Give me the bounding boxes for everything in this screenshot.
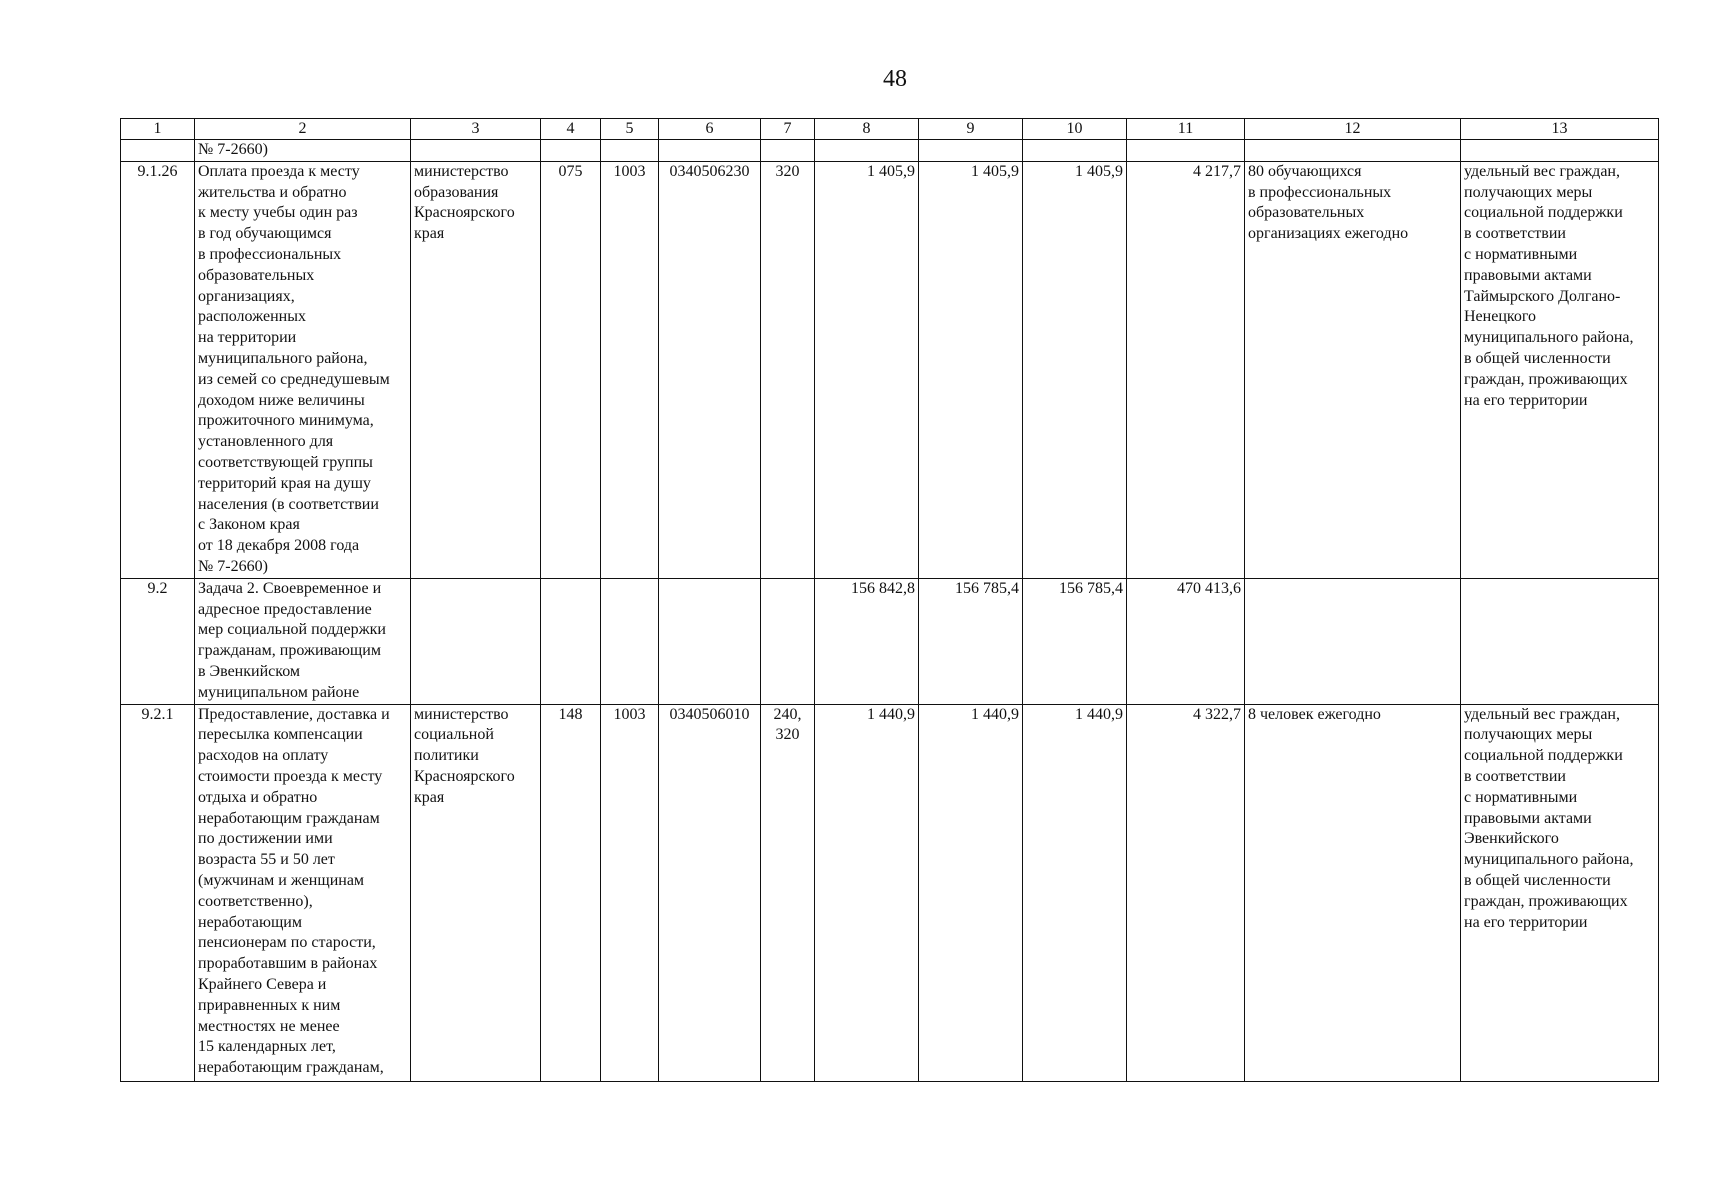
cell-amount: 156 842,8 (815, 578, 919, 704)
cell-item-number: 9.1.26 (121, 161, 195, 578)
cell-result (1245, 578, 1461, 704)
col-header: 5 (601, 119, 659, 140)
cell-indicator (1461, 140, 1659, 162)
cell-section (601, 140, 659, 162)
col-header: 4 (541, 119, 601, 140)
cell-item-number: 9.2.1 (121, 704, 195, 1081)
cell-description: Предоставление, доставка и пересылка компенсации расходов на оплату стоимости проезда к месту отдыха и обратно неработающим гражданам по достижении ими возраста 55 и 50 лет (мужчинам и женщинам соответственно), неработающим пенсионерам по старости, проработавшим в районах Крайнего Севера и приравненных к ним местностях не менее 15 календарных лет, неработающим гражданам, (195, 704, 411, 1081)
cell-target-item (659, 140, 761, 162)
cell-amount: 1 405,9 (1023, 161, 1127, 578)
cell-amount: 1 405,9 (815, 161, 919, 578)
cell-section: 1003 (601, 161, 659, 578)
page-number: 48 (883, 66, 907, 92)
cell-total: 4 322,7 (1127, 704, 1245, 1081)
cell-agency: министерство социальной политики Красноярского края (411, 704, 541, 1081)
cell-code: 148 (541, 704, 601, 1081)
cell-result: 80 обучающихся в профессиональных образовательных организациях ежегодно (1245, 161, 1461, 578)
col-header: 7 (761, 119, 815, 140)
cell-expense-type: 320 (761, 161, 815, 578)
cell-result: 8 человек ежегодно (1245, 704, 1461, 1081)
table-row (121, 704, 1659, 1081)
cell-code (541, 140, 601, 162)
cell-target-item: 0340506230 (659, 161, 761, 578)
cell-amount: 1 440,9 (1023, 704, 1127, 1081)
col-header: 8 (815, 119, 919, 140)
cell-code: 075 (541, 161, 601, 578)
cell-expense-type: 240, 320 (761, 704, 815, 1081)
cell-description: № 7-2660) (195, 140, 411, 162)
cell-amount: 1 440,9 (919, 704, 1023, 1081)
col-header: 9 (919, 119, 1023, 140)
column-number-row (121, 119, 1659, 140)
cell-amount (815, 140, 919, 162)
cell-target-item: 0340506010 (659, 704, 761, 1081)
cell-agency (411, 140, 541, 162)
col-header: 3 (411, 119, 541, 140)
cell-indicator: удельный вес граждан, получающих меры социальной поддержки в соответствии с нормативными правовыми актами Эвенкийского муниципального района, в общей численности граждан, проживающих на его территории (1461, 704, 1659, 1081)
cell-total: 470 413,6 (1127, 578, 1245, 704)
cell-description: Оплата проезда к месту жительства и обратно к месту учебы один раз в год обучающимся в профессиональных образовательных организациях, расположенных на территории муниципального района, из семей со среднедушевым доходом ниже величины прожиточного минимума, установленного для соответствующей группы территорий края на душу населения (в соответствии с Законом края от 18 декабря 2008 года № 7-2660) (195, 161, 411, 578)
cell-total (1127, 140, 1245, 162)
cell-description: Задача 2. Своевременное и адресное предоставление мер социальной поддержки гражданам, проживающим в Эвенкийском муниципальном районе (195, 578, 411, 704)
col-header: 2 (195, 119, 411, 140)
col-header: 13 (1461, 119, 1659, 140)
col-header: 11 (1127, 119, 1245, 140)
col-header: 10 (1023, 119, 1127, 140)
cell-agency (411, 578, 541, 704)
cell-total: 4 217,7 (1127, 161, 1245, 578)
col-header: 6 (659, 119, 761, 140)
cell-amount (1023, 140, 1127, 162)
cell-indicator (1461, 578, 1659, 704)
cell-code (541, 578, 601, 704)
cell-amount: 156 785,4 (919, 578, 1023, 704)
cell-result (1245, 140, 1461, 162)
cell-item-number (121, 140, 195, 162)
cell-amount: 1 440,9 (815, 704, 919, 1081)
cell-item-number: 9.2 (121, 578, 195, 704)
cell-amount (919, 140, 1023, 162)
cell-indicator: удельный вес граждан, получающих меры социальной поддержки в соответствии с нормативными правовыми актами Таймырского Долгано- Ненецкого муниципального района, в общей численности граждан, проживающих на его территории (1461, 161, 1659, 578)
cell-section (601, 578, 659, 704)
table-row (121, 161, 1659, 578)
cell-amount: 1 405,9 (919, 161, 1023, 578)
cell-section: 1003 (601, 704, 659, 1081)
table-row (121, 140, 1659, 162)
col-header: 1 (121, 119, 195, 140)
cell-expense-type (761, 578, 815, 704)
table-row (121, 578, 1659, 704)
cell-agency: министерство образования Красноярского края (411, 161, 541, 578)
col-header: 12 (1245, 119, 1461, 140)
cell-amount: 156 785,4 (1023, 578, 1127, 704)
program-table (120, 118, 1659, 1082)
cell-expense-type (761, 140, 815, 162)
cell-target-item (659, 578, 761, 704)
